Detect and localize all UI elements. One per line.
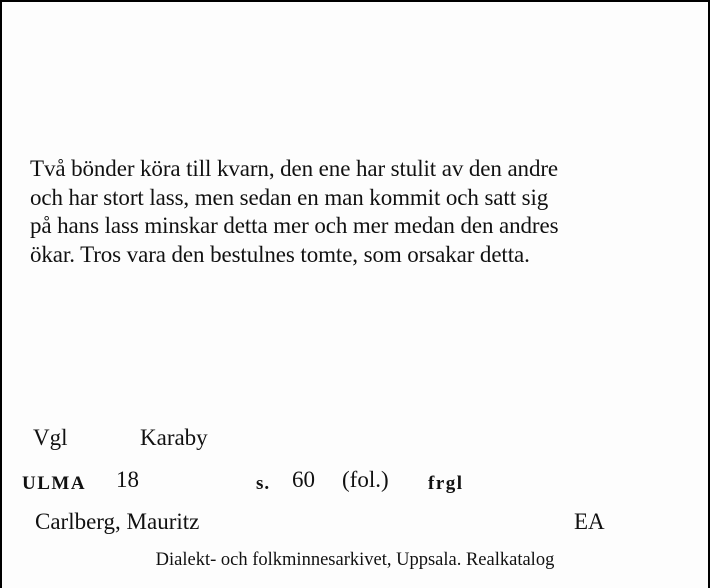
recorder-initials: EA — [574, 509, 605, 534]
body-line: och har stort lass, men sedan en man kommit och satt sig — [30, 184, 549, 210]
body-line: Två bönder köra till kvarn, den ene har stulit av den andre — [30, 156, 559, 181]
region-label: Vgl — [33, 425, 68, 450]
page-number: 60 — [292, 467, 315, 492]
archive-label: ULMA — [22, 473, 87, 494]
record-kind: frgl — [428, 473, 464, 494]
parish-label: Karaby — [140, 425, 208, 450]
folio-label: (fol.) — [342, 467, 389, 492]
archive-footer: Dialekt- och folkminnesarkivet, Uppsala. Realkatalog — [155, 550, 555, 570]
body-line: på hans lass minskar detta mer och mer medan den andres — [30, 213, 559, 238]
collector-name: Carlberg, Mauritz — [35, 509, 200, 534]
volume-number: 18 — [116, 467, 139, 492]
card-top-border — [0, 0, 710, 2]
card-left-border — [0, 0, 2, 588]
page-label: s. — [256, 473, 271, 494]
body-line: ökar. Tros vara den bestulnes tomte, som orsakar detta. — [30, 241, 530, 267]
card-body-text — [30, 155, 690, 269]
